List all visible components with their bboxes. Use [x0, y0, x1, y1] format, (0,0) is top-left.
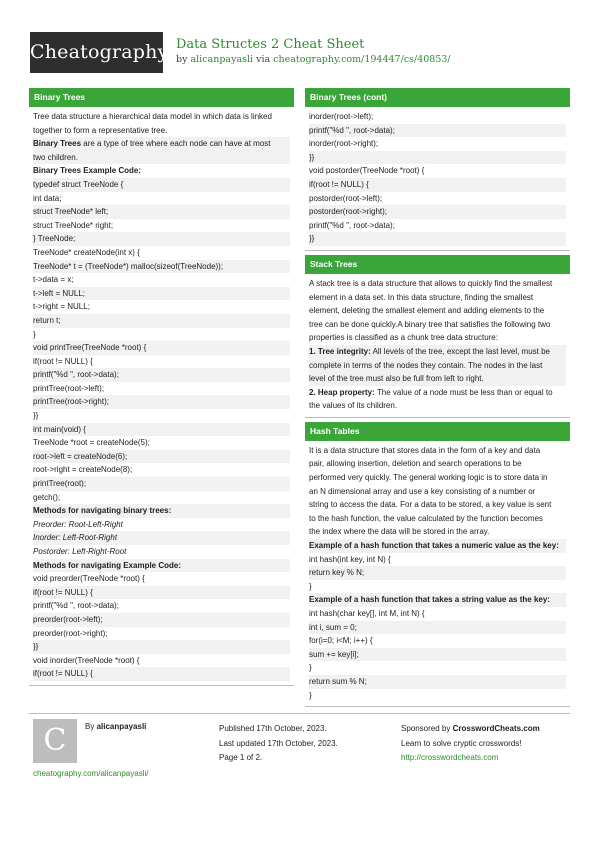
stack-trees-line: [309, 331, 566, 345]
line-text: }}: [309, 234, 315, 244]
author-avatar[interactable]: C: [33, 719, 77, 763]
binary-trees-line: [33, 273, 290, 287]
line-text: TreeNode* createNode(int x) {: [33, 247, 140, 257]
line-text: return t;: [33, 315, 61, 325]
line-text: if(root != NULL) {: [33, 587, 93, 597]
line-text: performed very quickly. The general working logic is to store data in: [309, 473, 548, 483]
stack-trees-line: [309, 386, 566, 400]
line-text: TreeNode *root = createNode(5);: [33, 438, 150, 448]
section-header-stack-trees: Stack Trees: [305, 255, 570, 274]
hash-tables-line: [309, 498, 566, 512]
line-text: t->left = NULL;: [33, 288, 86, 298]
binary-trees-line: [33, 124, 290, 138]
hash-tables-line: [309, 634, 566, 648]
bold-term: Methods for navigating binary trees:: [33, 506, 172, 516]
line-text: int hash(char key[], int M, int N) {: [309, 609, 425, 618]
line-text: struct TreeNode* left;: [33, 207, 109, 217]
line-text: printf("%d ", root->data);: [309, 220, 395, 230]
line-text: inorder(root->right);: [309, 139, 379, 149]
binary-trees-line: [33, 328, 290, 342]
hash-tables-line: [309, 525, 566, 539]
footer-publication-info: [219, 722, 338, 766]
binary-trees-line: [33, 368, 290, 382]
sponsor-line: [401, 722, 540, 737]
footer-sponsor: [401, 722, 540, 766]
binary-trees-line: [33, 232, 290, 246]
binary-trees-line: [33, 151, 290, 165]
line-text: int main(void) {: [33, 424, 86, 434]
updated-date: Last updated 17th October, 2023.: [219, 738, 338, 748]
line-text: printf("%d ", root->data);: [309, 125, 395, 135]
line-text: }}: [33, 411, 39, 421]
line-text: }}: [33, 642, 39, 652]
binary-trees-cont-line: [309, 137, 566, 151]
hash-tables-line: [309, 457, 566, 471]
line-text: are a type of tree where each node can have at most: [83, 139, 271, 149]
line-text: for(i=0; i<M; i++) {: [309, 636, 373, 646]
line-text: printf("%d ", root->data);: [33, 601, 119, 611]
binary-trees-cont-line: [309, 192, 566, 206]
line-text: element in a data set. In this data structure, finding the smallest: [309, 292, 534, 302]
line-text: inorder(root->left);: [309, 112, 374, 121]
line-text: sum += key[i];: [309, 649, 359, 659]
line-text: Postorder: Left-Right-Root: [33, 547, 127, 556]
binary-trees-line: [33, 654, 290, 668]
section-body-binary-trees: [29, 107, 294, 686]
page-title: Data Structes 2 Cheat Sheet: [176, 37, 365, 52]
binary-trees-cont-line: [309, 151, 566, 165]
line-text: an N dimensional array and use a key consisting of a number or: [309, 486, 536, 496]
line-text: level of the tree must also be full from left to right.: [309, 374, 484, 384]
binary-trees-line: [33, 545, 290, 559]
hash-tables-line: [309, 566, 566, 580]
bold-term: Binary Trees Example Code:: [33, 166, 142, 176]
binary-trees-line: [33, 450, 290, 464]
bold-term: 1. Tree integrity:: [309, 346, 371, 356]
binary-trees-line: [33, 246, 290, 260]
hash-tables-line: [309, 675, 566, 689]
binary-trees-line: [33, 613, 290, 627]
line-text: the index where the data will be stored in the array.: [309, 527, 490, 537]
line-text: } TreeNode;: [33, 234, 76, 244]
line-text: typedef struct TreeNode {: [33, 179, 124, 189]
line-text: It is a data structure that stores data in the form of a key and data: [309, 445, 541, 455]
bold-term: Example of a hash function that takes a string value as the key:: [309, 595, 550, 605]
binary-trees-line: [33, 192, 290, 206]
line-text: }}: [309, 152, 315, 162]
binary-trees-line: [33, 178, 290, 192]
binary-trees-line: [33, 586, 290, 600]
stack-trees-line: [309, 277, 566, 291]
section-header-binary-trees: Binary Trees: [29, 88, 294, 107]
binary-trees-cont-line: [309, 110, 566, 124]
binary-trees-line: [33, 667, 290, 681]
binary-trees-line: [33, 640, 290, 654]
line-text: to the hash function, the value calculated by the function becomes: [309, 513, 543, 523]
binary-trees-line: [33, 137, 290, 151]
stack-trees-line: [309, 359, 566, 373]
binary-trees-line: [33, 572, 290, 586]
line-text: together to form a representative tree.: [33, 125, 168, 135]
via-word: via: [256, 54, 271, 65]
line-text: }: [309, 581, 312, 591]
binary-trees-line: [33, 491, 290, 505]
section-body-binary-trees-cont: [305, 107, 570, 251]
binary-trees-line: [33, 110, 290, 124]
byline: [176, 54, 451, 65]
line-text: root->left = createNode(6);: [33, 451, 128, 461]
line-text: two children.: [33, 152, 78, 162]
binary-trees-line: [33, 504, 290, 518]
line-text: printTree(root->right);: [33, 397, 109, 407]
binary-trees-line: [33, 559, 290, 573]
sponsor-prefix: Sponsored by: [401, 724, 451, 733]
cheatography-logo[interactable]: Cheatography: [30, 32, 163, 73]
binary-trees-line: [33, 423, 290, 437]
binary-trees-cont-line: [309, 164, 566, 178]
line-text: return key % N;: [309, 568, 365, 578]
binary-trees-line: [33, 436, 290, 450]
line-text: the values of its children.: [309, 401, 398, 411]
left-column: [29, 88, 294, 690]
line-text: int hash(int key, int N) {: [309, 554, 391, 564]
bold-term: Example of a hash function that takes a numeric value as the key:: [309, 541, 559, 551]
right-column: [305, 88, 570, 711]
line-text: }: [309, 663, 312, 673]
line-text: TreeNode* t = (TreeNode*) malloc(sizeof(TreeNode));: [33, 261, 224, 271]
stack-trees-line: [309, 399, 566, 413]
line-text: void printTree(TreeNode *root) {: [33, 343, 147, 353]
line-text: pair, allowing insertion, deletion and search operations to be: [309, 459, 522, 469]
line-text: root->right = createNode(8);: [33, 465, 133, 475]
binary-trees-line: [33, 409, 290, 423]
line-text: if(root != NULL) {: [33, 669, 93, 679]
footer-divider: [29, 713, 570, 714]
line-text: printf("%d ", root->data);: [33, 370, 119, 380]
hash-tables-line: [309, 648, 566, 662]
footer-author-name[interactable]: alicanpayasli: [96, 722, 147, 731]
binary-trees-cont-line: [309, 232, 566, 246]
line-text: void inorder(TreeNode *root) {: [33, 655, 140, 665]
binary-trees-line: [33, 518, 290, 532]
binary-trees-line: [33, 341, 290, 355]
line-text: complete in terms of the nodes they contain. The nodes in the last: [309, 360, 543, 370]
line-text: tree can be done quickly.A binary tree that satisfies the following two: [309, 319, 551, 329]
line-text: int data;: [33, 193, 62, 203]
sponsor-url-link[interactable]: http://crosswordcheats.com: [401, 753, 499, 762]
line-text: Preorder: Root-Left-Right: [33, 519, 123, 529]
binary-trees-line: [33, 395, 290, 409]
binary-trees-line: [33, 164, 290, 178]
by-word: by: [176, 54, 188, 65]
line-text: preorder(root->right);: [33, 628, 108, 638]
line-text: getch();: [33, 492, 61, 502]
sheet-url-link[interactable]: cheatography.com/194447/cs/40853/: [273, 54, 451, 65]
section-body-hash-tables: [305, 441, 570, 707]
line-text: string to access the data. For a data to be stored, a key value is sent: [309, 500, 552, 510]
binary-trees-line: [33, 314, 290, 328]
line-text: }: [309, 690, 312, 700]
page-number: Page 1 of 2.: [219, 753, 263, 762]
published-date: Published 17th October, 2023.: [219, 724, 327, 733]
binary-trees-cont-line: [309, 205, 566, 219]
line-text: printTree(root->left);: [33, 383, 105, 393]
line-text: Tree data structure a hierarchical data model in which data is linked: [33, 112, 272, 121]
line-text: }: [33, 329, 36, 339]
binary-trees-cont-line: [309, 219, 566, 233]
line-text: A stack tree is a data structure that allows to quickly find the smallest: [309, 278, 553, 288]
footer-profile-link[interactable]: cheatography.com/alicanpayasli/: [33, 769, 149, 778]
binary-trees-line: [33, 463, 290, 477]
line-text: printTree(root);: [33, 479, 87, 489]
line-text: t->right = NULL;: [33, 302, 90, 312]
binary-trees-line: [33, 531, 290, 545]
hash-tables-line: [309, 621, 566, 635]
binary-trees-line: [33, 287, 290, 301]
line-text: element, deleting the smallest element and adding elements to the: [309, 306, 545, 316]
hash-tables-line: [309, 661, 566, 675]
line-text: struct TreeNode* right;: [33, 220, 114, 230]
hash-tables-line: [309, 471, 566, 485]
hash-tables-line: [309, 580, 566, 594]
binary-trees-line: [33, 355, 290, 369]
stack-trees-line: [309, 291, 566, 305]
binary-trees-line: [33, 219, 290, 233]
stack-trees-line: [309, 318, 566, 332]
hash-tables-line: [309, 593, 566, 607]
binary-trees-cont-line: [309, 124, 566, 138]
line-text: if(root != NULL) {: [309, 179, 369, 189]
line-text: properties is classified as a chunk tree data structure:: [309, 333, 498, 343]
bold-term: Methods for navigating Example Code:: [33, 560, 182, 570]
line-text: void preorder(TreeNode *root) {: [33, 574, 145, 584]
binary-trees-line: [33, 599, 290, 613]
hash-tables-line: [309, 553, 566, 567]
hash-tables-line: [309, 512, 566, 526]
sponsor-name[interactable]: CrosswordCheats.com: [452, 724, 540, 733]
section-header-hash-tables: Hash Tables: [305, 422, 570, 441]
hash-tables-line: [309, 444, 566, 458]
line-text: if(root != NULL) {: [33, 356, 93, 366]
hash-tables-line: [309, 607, 566, 621]
line-text: All levels of the tree, except the last level, must be: [372, 346, 550, 356]
hash-tables-line: [309, 485, 566, 499]
hash-tables-line: [309, 689, 566, 703]
line-text: t->data = x;: [33, 275, 74, 285]
stack-trees-line: [309, 304, 566, 318]
line-text: postorder(root->left);: [309, 193, 383, 203]
bold-term: Binary Trees: [33, 139, 82, 149]
section-body-stack-trees: [305, 274, 570, 418]
binary-trees-line: [33, 260, 290, 274]
binary-trees-line: [33, 627, 290, 641]
line-text: int i, sum = 0;: [309, 622, 357, 632]
line-text: Inorder: Left-Root-Right: [33, 533, 118, 543]
binary-trees-cont-line: [309, 178, 566, 192]
line-text: return sum % N;: [309, 676, 367, 686]
footer-by-label: By: [85, 722, 95, 731]
line-text: preorder(root->left);: [33, 614, 103, 624]
footer-author: [85, 722, 146, 731]
line-text: void postorder(TreeNode *root) {: [309, 166, 425, 176]
binary-trees-line: [33, 477, 290, 491]
stack-trees-line: [309, 372, 566, 386]
binary-trees-line: [33, 205, 290, 219]
line-text: The value of a node must be less than or equal to: [376, 387, 553, 397]
binary-trees-line: [33, 382, 290, 396]
line-text: postorder(root->right);: [309, 207, 388, 217]
author-link[interactable]: alicanpayasli: [190, 54, 254, 65]
section-header-binary-trees-cont: Binary Trees (cont): [305, 88, 570, 107]
hash-tables-line: [309, 539, 566, 553]
sponsor-tagline: Learn to solve cryptic crosswords!: [401, 738, 522, 748]
bold-term: 2. Heap property:: [309, 387, 375, 397]
binary-trees-line: [33, 300, 290, 314]
stack-trees-line: [309, 345, 566, 359]
